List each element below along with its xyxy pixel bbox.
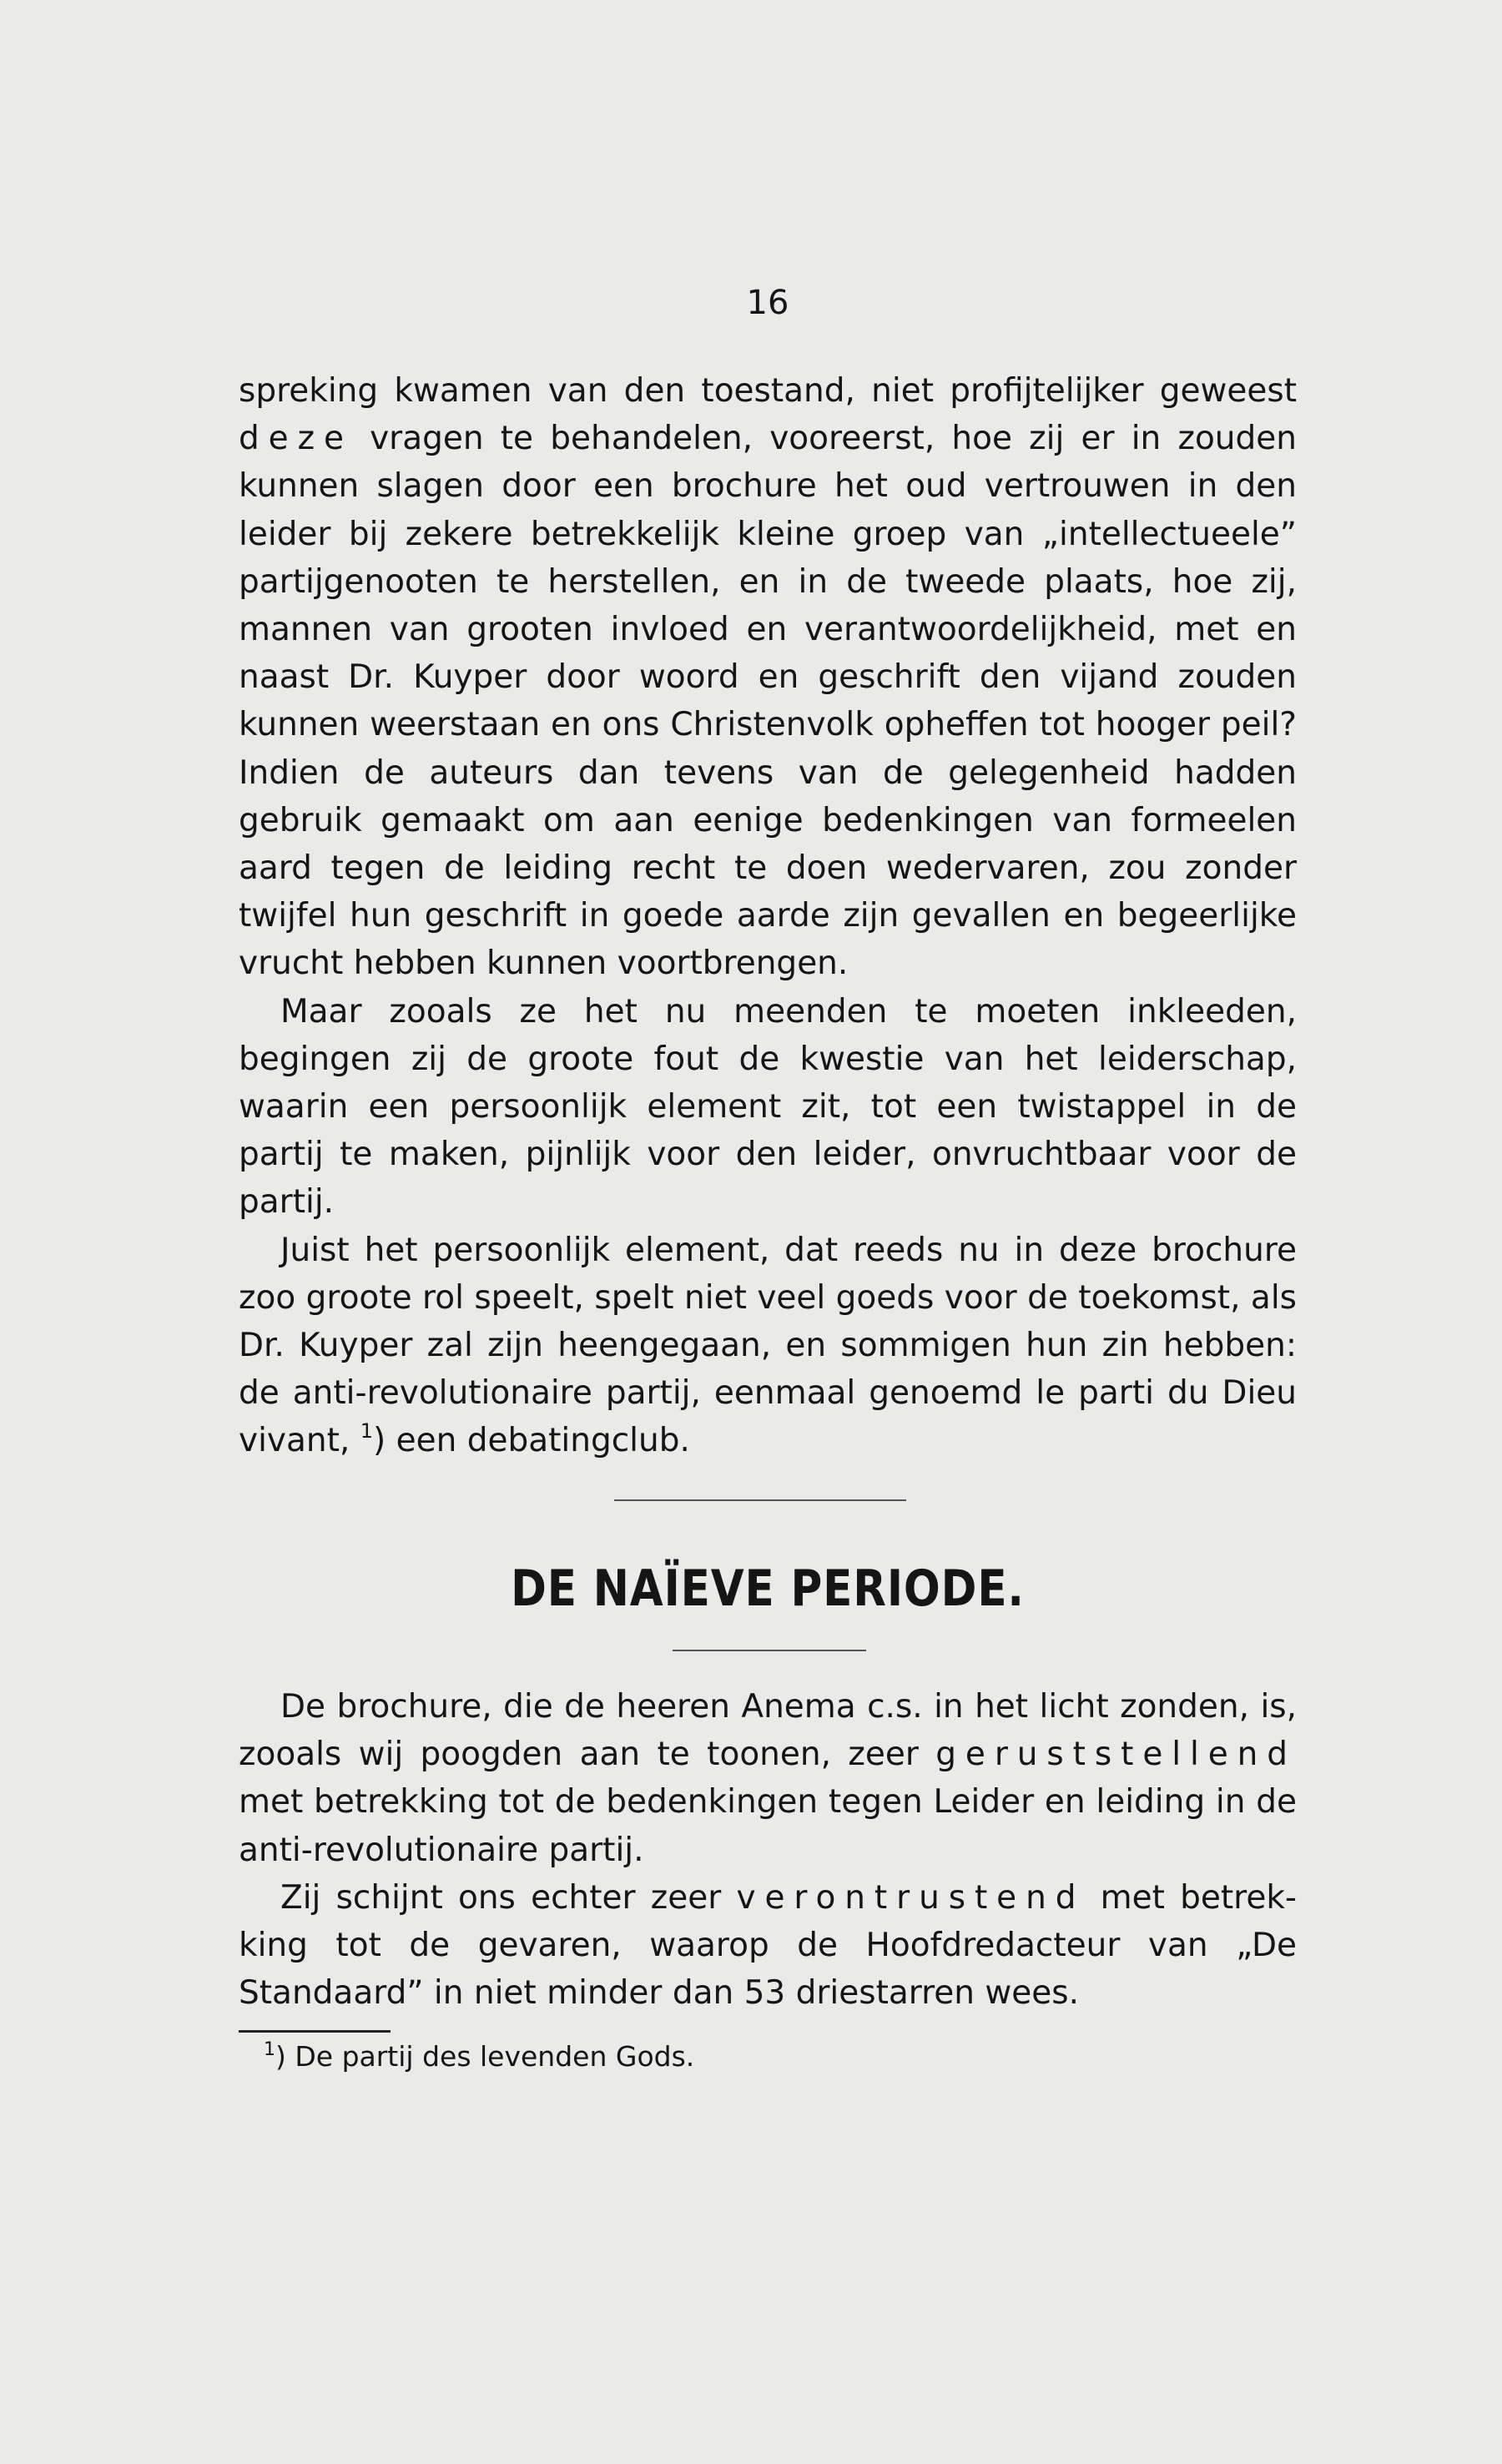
emphasis-spaced: geruststellend	[935, 1736, 1297, 1774]
footnote-reference: 1	[360, 1419, 373, 1444]
footnote-marker: 1	[264, 2039, 275, 2060]
footnote-text: De partij des levenden Gods.	[285, 2040, 695, 2073]
paragraph: De brochure, die de heeren Anema c.s. in het licht zonden, is, zooals wij poogden aan te toonen, zeer geruststellend met betrekking tot de bedenkingen tegen Leider en leiding in de anti-revolutionaire partij.	[239, 1688, 1297, 1869]
paragraph: spreking kwamen van den toestand, niet profijtelijker geweest deze vragen te behandelen, vooreerst, hoe zij er in zouden kunnen slagen door een brochure het oud vertrouwen in den leider bij zekere betrekkelijk kleine groep van „intellectueele” partijgenooten te herstellen, en in de tweede plaats, hoe zij, mannen van grooten invloed en verantwoordelijkheid, met en naast Dr. Kuyper door woord en geschrift den vijand zouden kunnen weerstaan en ons Christenvolk opheffen tot hooger peil? Indien de auteurs dan tevens van de gelegenheid hadden gebruik gemaakt om aan eenige bedenkingen van formeelen aard tegen de leiding recht te doen wedervaren, zou zonder twijfel hun geschrift in goede aarde zijn gevallen en begeerlijke vrucht hebben kunnen voortbrengen.	[239, 372, 1297, 983]
paragraph: Maar zooals ze het nu meenden te moeten inkleeden, begingen zij de groote fout de kwestie van het leiderschap, waarin een persoonlijk element zit, tot een twistappel in de partij te maken, pijnlijk voor den leider, onvruchtbaar voor de partij.	[239, 992, 1297, 1222]
footnote: $^1$) De partij des levenden Gods.	[264, 2039, 695, 2073]
body-text-bottom	[239, 1683, 1297, 2017]
section-divider-top	[614, 1499, 906, 1501]
paragraph: Zij schijnt ons echter zeer verontrustend met betrekking tot de gevaren, waarop de Hoofdredacteur van „De Standaard” in niet minder dan 53 driestarren wees.	[239, 1878, 1297, 2013]
emphasis-spaced: deze	[239, 420, 353, 458]
page-number: 16	[746, 284, 789, 322]
footnote-divider	[239, 2030, 391, 2033]
body-text-top	[239, 367, 1297, 1465]
emphasis-spaced: verontrustend	[736, 1878, 1086, 1917]
paragraph: Juist het persoonlijk element, dat reeds nu in deze brochure zoo groote rol speelt, spelt niet veel goeds voor de toekomst, als Dr. Kuyper zal zijn heengegaan, en sommigen hun zin hebben: de anti-revolutionaire partij, eenmaal genoemd le parti du Dieu vivant, $^1$) een debatingclub.	[239, 1231, 1297, 1460]
section-heading: DE NAÏEVE PERIODE.	[511, 1560, 1025, 1618]
section-divider-bottom	[673, 1650, 866, 1651]
